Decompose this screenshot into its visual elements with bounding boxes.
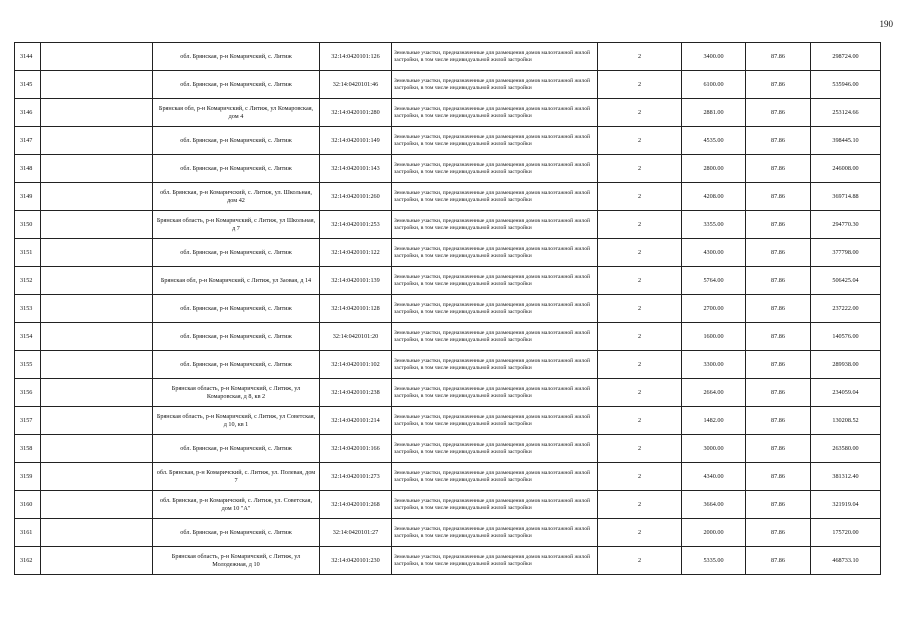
table-row [15,519,881,547]
address-cell: обл. Брянская, р-н Комаричский, с. Литиж, ул. Школьная, дом 42 [153,183,320,211]
area-cell: 4340.00 [682,463,746,491]
land-use-cell: Земельные участки, предназначенные для размещения домов малоэтажной жилой застройки, в том числе индивидуальной жилой застройки [392,127,598,155]
group-cell: 2 [598,323,682,351]
address-cell: обл. Брянская, р-н Комаричский, с. Литиж [153,239,320,267]
row-number-cell: 3147 [15,127,41,155]
cadastral-value-cell: 289938.00 [811,351,881,379]
group-cell: 2 [598,435,682,463]
land-use-cell: Земельные участки, предназначенные для размещения домов малоэтажной жилой застройки, в том числе индивидуальной жилой застройки [392,519,598,547]
address-cell: обл. Брянская, р-н Комаричский, с. Литиж, ул. Советская, дом 10 "А" [153,491,320,519]
group-cell: 2 [598,463,682,491]
row-number-cell: 3153 [15,295,41,323]
row-number-cell: 3154 [15,323,41,351]
land-use-cell: Земельные участки, предназначенные для размещения домов малоэтажной жилой застройки, в том числе индивидуальной жилой застройки [392,183,598,211]
land-use-cell: Земельные участки, предназначенные для размещения домов малоэтажной жилой застройки, в том числе индивидуальной жилой застройки [392,407,598,435]
cadastral-value-cell: 175720.00 [811,519,881,547]
row-number-cell: 3159 [15,463,41,491]
cadastral-number-cell: 32:14:0420101:143 [320,155,392,183]
address-cell: Брянская обл, р-н Комаричский, с Литиж, ул Заовая, д 14 [153,267,320,295]
area-cell: 4208.00 [682,183,746,211]
empty-cell [41,351,153,379]
cadastral-value-cell: 377798.00 [811,239,881,267]
row-number-cell: 3156 [15,379,41,407]
empty-cell [41,323,153,351]
area-cell: 6100.00 [682,71,746,99]
empty-cell [41,211,153,239]
table-row [15,71,881,99]
group-cell: 2 [598,491,682,519]
rate-cell: 87.86 [746,547,811,575]
rate-cell: 87.86 [746,183,811,211]
land-use-cell: Земельные участки, предназначенные для размещения домов малоэтажной жилой застройки, в том числе индивидуальной жилой застройки [392,491,598,519]
land-use-cell: Земельные участки, предназначенные для размещения домов малоэтажной жилой застройки, в том числе индивидуальной жилой застройки [392,435,598,463]
rate-cell: 87.86 [746,239,811,267]
rate-cell: 87.86 [746,267,811,295]
address-cell: Брянская область, р-н Комаричский, с Литиж, ул Молодежная, д 10 [153,547,320,575]
row-number-cell: 3148 [15,155,41,183]
area-cell: 5335.00 [682,547,746,575]
rate-cell: 87.86 [746,519,811,547]
area-cell: 3400.00 [682,43,746,71]
empty-cell [41,267,153,295]
cadastral-number-cell: 32:14:0420101:166 [320,435,392,463]
land-use-cell: Земельные участки, предназначенные для размещения домов малоэтажной жилой застройки, в том числе индивидуальной жилой застройки [392,267,598,295]
rate-cell: 87.86 [746,379,811,407]
land-use-cell: Земельные участки, предназначенные для размещения домов малоэтажной жилой застройки, в том числе индивидуальной жилой застройки [392,547,598,575]
empty-cell [41,155,153,183]
rate-cell: 87.86 [746,155,811,183]
empty-cell [41,295,153,323]
row-number-cell: 3144 [15,43,41,71]
address-cell: обл. Брянская, р-н Комаричский, с. Литиж [153,155,320,183]
group-cell: 2 [598,71,682,99]
cadastral-value-cell: 321919.04 [811,491,881,519]
rate-cell: 87.86 [746,323,811,351]
area-cell: 3000.00 [682,435,746,463]
address-cell: обл. Брянская, р-н Комаричский, с. Литиж [153,43,320,71]
group-cell: 2 [598,239,682,267]
table-row [15,379,881,407]
group-cell: 2 [598,267,682,295]
address-cell: Брянская обл, р-н Комаричский, с Литиж, ул Комаровская, дом 4 [153,99,320,127]
table-row [15,407,881,435]
empty-cell [41,43,153,71]
cadastral-number-cell: 32:14:0420101:149 [320,127,392,155]
empty-cell [41,239,153,267]
empty-cell [41,183,153,211]
table-row [15,491,881,519]
table-row [15,211,881,239]
area-cell: 2664.00 [682,379,746,407]
table-row [15,127,881,155]
cadastral-value-cell: 298724.00 [811,43,881,71]
table-row [15,323,881,351]
row-number-cell: 3150 [15,211,41,239]
cadastral-number-cell: 32:14:0420101:230 [320,547,392,575]
area-cell: 3355.00 [682,211,746,239]
cadastral-number-cell: 32:14:0420101:268 [320,491,392,519]
land-use-cell: Земельные участки, предназначенные для размещения домов малоэтажной жилой застройки, в том числе индивидуальной жилой застройки [392,463,598,491]
rate-cell: 87.86 [746,43,811,71]
table-row [15,463,881,491]
area-cell: 1482.00 [682,407,746,435]
cadastral-value-cell: 535946.00 [811,71,881,99]
address-cell: обл. Брянская, р-н Комаричский, с. Литиж [153,435,320,463]
cadastral-value-cell: 506425.04 [811,267,881,295]
row-number-cell: 3160 [15,491,41,519]
cadastral-value-cell: 234059.04 [811,379,881,407]
group-cell: 2 [598,43,682,71]
cadastral-value-cell: 369714.88 [811,183,881,211]
area-cell: 1600.00 [682,323,746,351]
group-cell: 2 [598,295,682,323]
rate-cell: 87.86 [746,351,811,379]
row-number-cell: 3162 [15,547,41,575]
group-cell: 2 [598,99,682,127]
address-cell: обл. Брянская, р-н Комаричский, с. Литиж [153,323,320,351]
table-row [15,183,881,211]
cadastral-value-cell: 398445.10 [811,127,881,155]
cadastral-value-table [14,42,881,575]
address-cell: обл. Брянская, р-н Комаричский, с. Литиж [153,127,320,155]
empty-cell [41,407,153,435]
area-cell: 4300.00 [682,239,746,267]
cadastral-number-cell: 32:14:0420101:214 [320,407,392,435]
row-number-cell: 3151 [15,239,41,267]
cadastral-number-cell: 32:14:0420101:260 [320,183,392,211]
row-number-cell: 3157 [15,407,41,435]
rate-cell: 87.86 [746,211,811,239]
table-row [15,99,881,127]
rate-cell: 87.86 [746,127,811,155]
cadastral-value-cell: 468733.10 [811,547,881,575]
row-number-cell: 3149 [15,183,41,211]
area-cell: 2800.00 [682,155,746,183]
page-number: 190 [879,19,893,29]
cadastral-value-cell: 130208.52 [811,407,881,435]
cadastral-value-cell: 263580.00 [811,435,881,463]
table-row [15,155,881,183]
area-cell: 5764.00 [682,267,746,295]
cadastral-number-cell: 32:14:0420101:27 [320,519,392,547]
row-number-cell: 3152 [15,267,41,295]
land-use-cell: Земельные участки, предназначенные для размещения домов малоэтажной жилой застройки, в том числе индивидуальной жилой застройки [392,295,598,323]
table-body [15,43,881,575]
group-cell: 2 [598,407,682,435]
group-cell: 2 [598,547,682,575]
empty-cell [41,463,153,491]
address-cell: Брянская область, р-н Комаричский, с Литиж, ул Школьная, д 7 [153,211,320,239]
area-cell: 2000.00 [682,519,746,547]
land-use-cell: Земельные участки, предназначенные для размещения домов малоэтажной жилой застройки, в том числе индивидуальной жилой застройки [392,99,598,127]
area-cell: 2700.00 [682,295,746,323]
cadastral-value-cell: 246008.00 [811,155,881,183]
address-cell: обл. Брянская, р-н Комаричский, с. Литиж [153,71,320,99]
cadastral-value-cell: 294770.30 [811,211,881,239]
rate-cell: 87.86 [746,491,811,519]
cadastral-number-cell: 32:14:0420101:139 [320,267,392,295]
empty-cell [41,71,153,99]
land-use-cell: Земельные участки, предназначенные для размещения домов малоэтажной жилой застройки, в том числе индивидуальной жилой застройки [392,379,598,407]
cadastral-value-cell: 253124.66 [811,99,881,127]
rate-cell: 87.86 [746,463,811,491]
empty-cell [41,491,153,519]
address-cell: обл. Брянская, р-н Комаричский, с. Литиж [153,351,320,379]
area-cell: 2881.00 [682,99,746,127]
address-cell: Брянская область, р-н Комаричский, с Литиж, ул Советская, д 10, кв 1 [153,407,320,435]
cadastral-value-cell: 140576.00 [811,323,881,351]
land-use-cell: Земельные участки, предназначенные для размещения домов малоэтажной жилой застройки, в том числе индивидуальной жилой застройки [392,211,598,239]
group-cell: 2 [598,379,682,407]
empty-cell [41,435,153,463]
empty-cell [41,519,153,547]
land-use-cell: Земельные участки, предназначенные для размещения домов малоэтажной жилой застройки, в том числе индивидуальной жилой застройки [392,155,598,183]
cadastral-number-cell: 32:14:0420101:128 [320,295,392,323]
cadastral-number-cell: 32:14:0420101:238 [320,379,392,407]
table-row [15,295,881,323]
cadastral-number-cell: 32:14:0420101:46 [320,71,392,99]
rate-cell: 87.86 [746,435,811,463]
row-number-cell: 3146 [15,99,41,127]
land-use-cell: Земельные участки, предназначенные для размещения домов малоэтажной жилой застройки, в том числе индивидуальной жилой застройки [392,239,598,267]
cadastral-value-cell: 237222.00 [811,295,881,323]
empty-cell [41,99,153,127]
empty-cell [41,127,153,155]
table-row [15,267,881,295]
cadastral-value-cell: 381312.40 [811,463,881,491]
table-row [15,547,881,575]
group-cell: 2 [598,519,682,547]
row-number-cell: 3158 [15,435,41,463]
cadastral-number-cell: 32:14:0420101:253 [320,211,392,239]
row-number-cell: 3145 [15,71,41,99]
group-cell: 2 [598,211,682,239]
group-cell: 2 [598,351,682,379]
cadastral-number-cell: 32:14:0420101:20 [320,323,392,351]
land-use-cell: Земельные участки, предназначенные для размещения домов малоэтажной жилой застройки, в том числе индивидуальной жилой застройки [392,43,598,71]
address-cell: обл. Брянская, р-н Комаричский, с. Литиж [153,519,320,547]
empty-cell [41,379,153,407]
rate-cell: 87.86 [746,99,811,127]
table-row [15,239,881,267]
land-use-cell: Земельные участки, предназначенные для размещения домов малоэтажной жилой застройки, в том числе индивидуальной жилой застройки [392,351,598,379]
cadastral-number-cell: 32:14:0420101:102 [320,351,392,379]
cadastral-number-cell: 32:14:0420101:280 [320,99,392,127]
land-use-cell: Земельные участки, предназначенные для размещения домов малоэтажной жилой застройки, в том числе индивидуальной жилой застройки [392,71,598,99]
address-cell: обл. Брянская, р-н Комаричский, с. Литиж, ул. Полевая, дом 7 [153,463,320,491]
rate-cell: 87.86 [746,295,811,323]
rate-cell: 87.86 [746,407,811,435]
area-cell: 3664.00 [682,491,746,519]
address-cell: Брянская область, р-н Комаричский, с Литиж, ул Комаровская, д 8, кв 2 [153,379,320,407]
cadastral-number-cell: 32:14:0420101:122 [320,239,392,267]
table-row [15,435,881,463]
table-row [15,351,881,379]
land-use-cell: Земельные участки, предназначенные для размещения домов малоэтажной жилой застройки, в том числе индивидуальной жилой застройки [392,323,598,351]
address-cell: обл. Брянская, р-н Комаричский, с. Литиж [153,295,320,323]
area-cell: 4535.00 [682,127,746,155]
group-cell: 2 [598,183,682,211]
group-cell: 2 [598,155,682,183]
rate-cell: 87.86 [746,71,811,99]
group-cell: 2 [598,127,682,155]
cadastral-number-cell: 32:14:0420101:273 [320,463,392,491]
row-number-cell: 3155 [15,351,41,379]
table-row [15,43,881,71]
cadastral-number-cell: 32:14:0420101:126 [320,43,392,71]
area-cell: 3300.00 [682,351,746,379]
row-number-cell: 3161 [15,519,41,547]
empty-cell [41,547,153,575]
